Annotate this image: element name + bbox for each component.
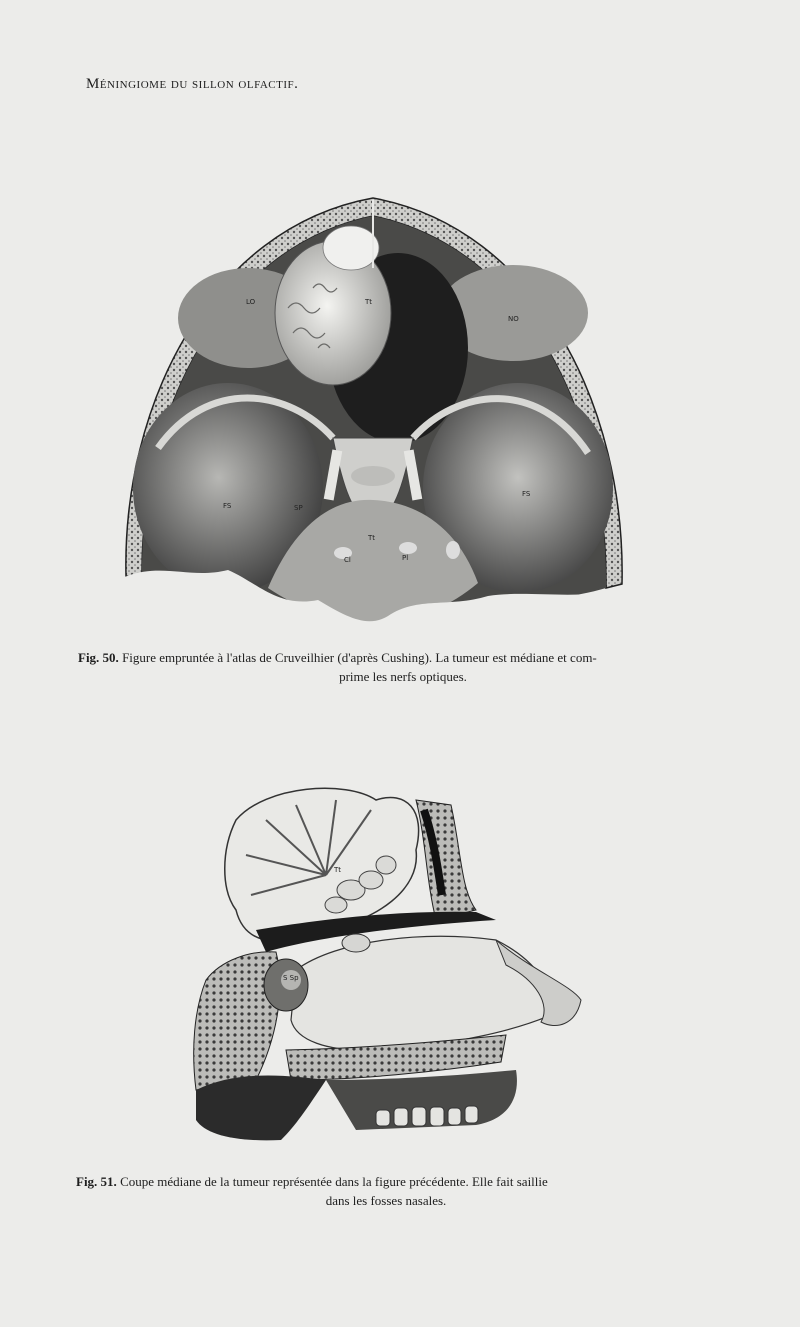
label-fs-right: FS	[522, 490, 531, 498]
label-pl: Pl	[402, 554, 409, 562]
label-no: NO	[508, 315, 519, 323]
figure-51-caption	[76, 1172, 696, 1210]
figure-50-caption-line2: prime les nerfs optiques.	[339, 669, 467, 684]
figure-50-caption	[78, 648, 728, 686]
figure-51-caption-line1: Coupe médiane de la tumeur représentée dans la figure précédente. Elle fait saillie	[120, 1174, 548, 1189]
label-tt-lower: Tt	[368, 534, 376, 542]
figure-51-caption-line2: dans les fosses nasales.	[325, 1193, 447, 1208]
figure-50-caption-line1: Figure empruntée à l'atlas de Cruveilhier (d'après Cushing). La tumeur est médiane et com-	[122, 650, 597, 665]
label-tumor: Tt	[365, 298, 373, 306]
running-title: Méningiome du sillon olfactif.	[86, 76, 299, 92]
figure-50-number: Fig. 50.	[78, 650, 119, 665]
label-sp: SP	[294, 504, 303, 512]
figure-50-illustration	[118, 188, 630, 628]
figure-51-number: Fig. 51.	[76, 1174, 117, 1189]
skull-base-drawing	[118, 188, 630, 628]
sagittal-section-drawing	[176, 780, 586, 1150]
label-lo: LO	[246, 298, 256, 306]
label-cl: Cl	[344, 556, 351, 564]
figure-51-illustration	[176, 780, 586, 1150]
label-fs-left: FS	[223, 502, 232, 510]
label-tumor: Tt	[334, 866, 342, 874]
label-sphenoid-sinus: S Sp	[283, 974, 299, 982]
